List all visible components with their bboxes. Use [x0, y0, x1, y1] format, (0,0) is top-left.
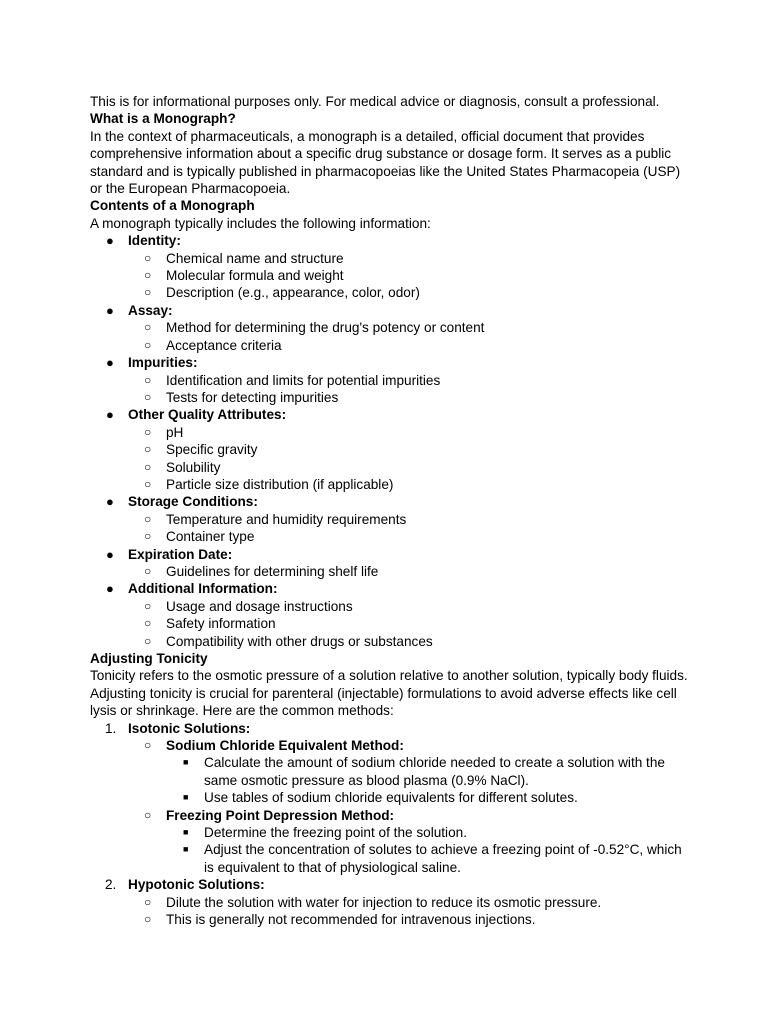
bullet-icon: ● — [106, 302, 114, 318]
circle-bullet-icon: ○ — [144, 389, 152, 404]
list-item — [90, 546, 690, 581]
contents-list — [90, 232, 690, 650]
sub-list-item-text: Tests for detecting impurities — [166, 389, 339, 405]
sub-list-item-text: Solubility — [166, 459, 221, 475]
bullet-icon: ● — [106, 494, 114, 510]
sub-list-item — [128, 807, 690, 877]
sub-list-item-text: Container type — [166, 529, 255, 545]
bullet-icon: ● — [106, 581, 114, 597]
sub-list — [128, 319, 690, 354]
circle-bullet-icon: ○ — [144, 268, 152, 283]
sub-list-item — [128, 284, 690, 301]
sub-list-item-text: This is generally not recommended for intravenous injections. — [166, 912, 536, 928]
sub-list-item-text: Usage and dosage instructions — [166, 598, 353, 614]
list-item-label: Storage Conditions: — [128, 494, 258, 510]
tonicity-methods-list — [90, 720, 690, 929]
contents-intro: A monograph typically includes the following information: — [90, 215, 431, 231]
sub-list-item-text: Guidelines for determining shelf life — [166, 563, 379, 579]
point-list — [166, 824, 690, 876]
bullet-icon: ● — [106, 355, 114, 371]
sub-list-item — [128, 441, 690, 458]
list-item-label: Assay: — [128, 302, 173, 318]
sub-list-item — [128, 615, 690, 632]
sub-list-item-text: Dilute the solution with water for injection to reduce its osmotic pressure. — [166, 894, 602, 910]
sub-list-item — [128, 389, 690, 406]
circle-bullet-icon: ○ — [144, 337, 152, 352]
list-item-label: Other Quality Attributes: — [128, 407, 287, 423]
monograph-definition: In the context of pharmaceuticals, a monograph is a detailed, official document that provides comprehensive information about a specific drug substance or dosage form. It serves as a public standard and is typically published in pharmacopoeias like the United States Pharmacopeia (USP) or the European Pharmacopoeia. — [90, 128, 681, 197]
sub-list-item — [128, 250, 690, 267]
disclaimer: This is for informational purposes only. For medical advice or diagnosis, consult a professional. — [90, 94, 660, 109]
circle-bullet-icon: ○ — [144, 320, 152, 335]
circle-bullet-icon: ○ — [144, 894, 152, 909]
sub-list — [128, 894, 690, 929]
square-bullet-icon: ■ — [183, 792, 189, 803]
circle-bullet-icon: ○ — [144, 598, 152, 613]
sub-list-item-text: Particle size distribution (if applicable) — [166, 476, 394, 492]
numbered-item — [90, 720, 690, 877]
point-item — [166, 789, 690, 806]
point-item — [166, 841, 690, 876]
circle-bullet-icon: ○ — [144, 912, 152, 927]
circle-bullet-icon: ○ — [144, 442, 152, 457]
section-heading-contents: Contents of a Monograph — [90, 198, 255, 214]
circle-bullet-icon: ○ — [144, 476, 152, 491]
point-text: Determine the freezing point of the solution. — [204, 825, 467, 841]
sub-list-item-text: Compatibility with other drugs or substances — [166, 633, 433, 649]
sub-list — [128, 250, 690, 302]
sub-list-item — [128, 267, 690, 284]
sub-list — [128, 563, 690, 580]
point-text: Calculate the amount of sodium chloride needed to create a solution with the same osmotic pressure as blood plasma (0.9% NaCl). — [204, 755, 665, 788]
bullet-icon: ● — [106, 233, 114, 249]
list-item — [90, 580, 690, 650]
point-text: Use tables of sodium chloride equivalents for different solutes. — [204, 790, 578, 806]
section-heading-monograph: What is a Monograph? — [90, 111, 236, 127]
circle-bullet-icon: ○ — [144, 563, 152, 578]
bullet-icon: ● — [106, 546, 114, 562]
document-page — [90, 93, 690, 929]
tonicity-intro: Tonicity refers to the osmotic pressure of a solution relative to another solution, typically body fluids. Adjusting tonicity is crucial for parenteral (injectable) formulations to avoid adverse effects like cell lysis or shrinkage. Here are the common methods: — [90, 668, 688, 719]
square-bullet-icon: ■ — [183, 844, 189, 855]
sub-list-item — [128, 476, 690, 493]
sub-list-item — [128, 563, 690, 580]
circle-bullet-icon: ○ — [144, 616, 152, 631]
method-label: Freezing Point Depression Method: — [166, 807, 395, 823]
point-item — [166, 824, 690, 841]
sub-list-item-text: Method for determining the drug's potency or content — [166, 320, 485, 336]
circle-bullet-icon: ○ — [144, 285, 152, 300]
square-bullet-icon: ■ — [183, 757, 189, 768]
sub-list — [128, 372, 690, 407]
circle-bullet-icon: ○ — [144, 459, 152, 474]
list-item-label: Impurities: — [128, 355, 198, 371]
sub-list-item-text: Safety information — [166, 616, 276, 632]
sub-list-item-text: Identification and limits for potential impurities — [166, 372, 441, 388]
numbered-item-label: Isotonic Solutions: — [128, 720, 251, 736]
sub-list-item — [128, 337, 690, 354]
sub-list-item-text: Specific gravity — [166, 442, 258, 458]
sub-list-item — [128, 598, 690, 615]
sub-list-item-text: Description (e.g., appearance, color, odor) — [166, 285, 420, 301]
sub-list-item — [128, 911, 690, 928]
sub-list-item-text: Temperature and humidity requirements — [166, 511, 407, 527]
list-item-label: Additional Information: — [128, 581, 278, 597]
sub-list — [128, 598, 690, 650]
sub-list — [128, 511, 690, 546]
circle-bullet-icon: ○ — [144, 738, 152, 753]
sub-list-item — [128, 459, 690, 476]
list-item-label: Expiration Date: — [128, 546, 233, 562]
sub-list-item-text: Molecular formula and weight — [166, 268, 344, 284]
list-item-label: Identity: — [128, 233, 181, 249]
point-text: Adjust the concentration of solutes to achieve a freezing point of -0.52°C, which is equivalent to that of physiological saline. — [204, 842, 682, 875]
list-item — [90, 302, 690, 354]
list-item — [90, 354, 690, 406]
point-list — [166, 754, 690, 806]
circle-bullet-icon: ○ — [144, 807, 152, 822]
list-item — [90, 232, 690, 302]
sub-list — [128, 424, 690, 494]
circle-bullet-icon: ○ — [144, 529, 152, 544]
sub-list-item — [128, 737, 690, 807]
list-number: 2. — [105, 877, 117, 893]
sub-list-item — [128, 319, 690, 336]
sub-list-item — [128, 633, 690, 650]
point-item — [166, 754, 690, 789]
sub-list-item-text: Chemical name and structure — [166, 250, 344, 266]
section-heading-tonicity: Adjusting Tonicity — [90, 651, 208, 666]
sub-list-item-text: pH — [166, 424, 184, 440]
sub-list-item — [128, 511, 690, 528]
circle-bullet-icon: ○ — [144, 511, 152, 526]
circle-bullet-icon: ○ — [144, 424, 152, 439]
method-label: Sodium Chloride Equivalent Method: — [166, 738, 404, 754]
circle-bullet-icon: ○ — [144, 250, 152, 265]
sub-list-item — [128, 372, 690, 389]
bullet-icon: ● — [106, 407, 114, 423]
sub-list-item — [128, 424, 690, 441]
circle-bullet-icon: ○ — [144, 372, 152, 387]
list-number: 1. — [105, 720, 117, 736]
sub-list-item — [128, 894, 690, 911]
list-item — [90, 406, 690, 493]
sub-list-item — [128, 528, 690, 545]
square-bullet-icon: ■ — [183, 827, 189, 838]
sub-list-item-text: Acceptance criteria — [166, 337, 282, 353]
numbered-item-label: Hypotonic Solutions: — [128, 877, 265, 893]
list-item — [90, 493, 690, 545]
circle-bullet-icon: ○ — [144, 633, 152, 648]
sub-list — [128, 737, 690, 876]
numbered-item — [90, 876, 690, 928]
